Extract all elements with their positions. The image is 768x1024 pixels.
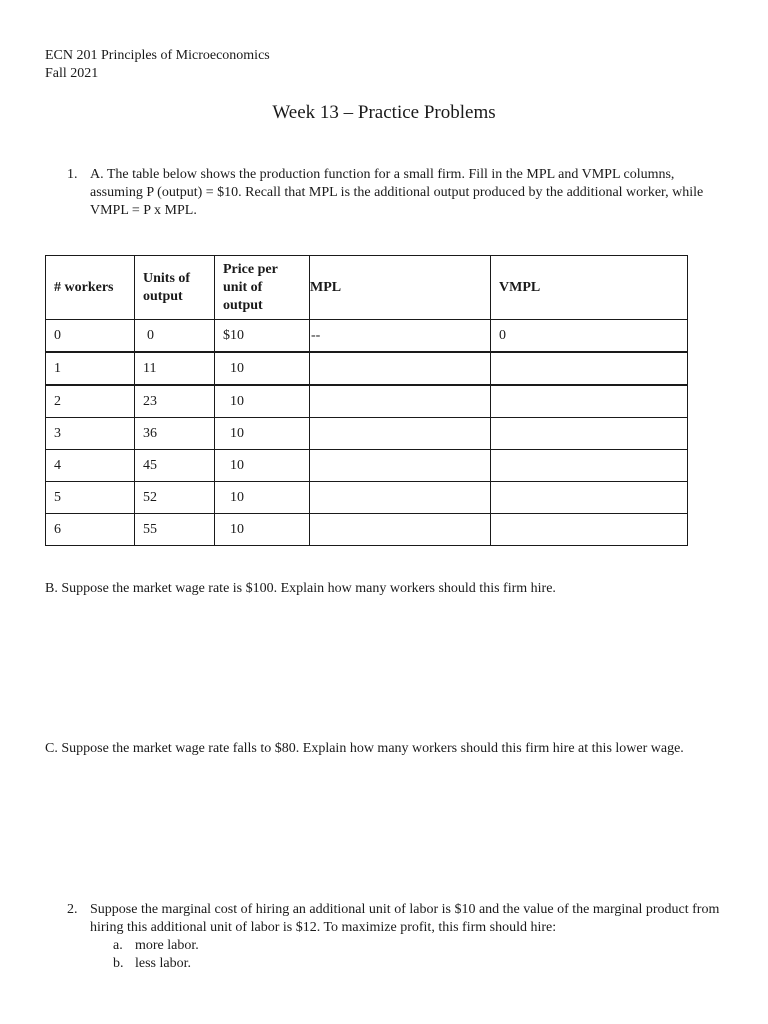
cell-mpl bbox=[310, 385, 491, 418]
question-1-number: 1. bbox=[67, 167, 78, 182]
cell-mpl bbox=[310, 482, 491, 514]
cell-workers: 3 bbox=[46, 418, 135, 450]
cell-workers: 1 bbox=[46, 352, 135, 385]
header-workers: # workers bbox=[46, 256, 135, 320]
cell-workers: 4 bbox=[46, 450, 135, 482]
course-name: ECN 201 Principles of Microeconomics bbox=[45, 48, 270, 63]
header-units-of-output: Units of output bbox=[135, 256, 215, 320]
cell-units: 0 bbox=[135, 320, 215, 353]
cell-mpl bbox=[310, 418, 491, 450]
cell-vmpl bbox=[491, 482, 688, 514]
table-row bbox=[46, 418, 688, 450]
table-row bbox=[46, 450, 688, 482]
question-2-number: 2. bbox=[67, 902, 78, 917]
cell-mpl bbox=[310, 450, 491, 482]
question-1-text: A. The table below shows the production function for a small firm. Fill in the MPL and VMPL columns, assuming P (output) = $10. Recall that MPL is the additional output produced by the additional worker, while VMPL = P x MPL. bbox=[90, 167, 704, 218]
table-row bbox=[46, 482, 688, 514]
question-1-part-c: C. Suppose the market wage rate falls to $80. Explain how many workers should this firm hire at this lower wage. bbox=[45, 741, 684, 756]
cell-vmpl bbox=[491, 385, 688, 418]
cell-price: 10 bbox=[215, 418, 310, 450]
document-header bbox=[45, 47, 270, 83]
cell-workers: 6 bbox=[46, 514, 135, 546]
table-row bbox=[46, 514, 688, 546]
header-price-per-unit: Price per unit of output bbox=[215, 256, 310, 320]
cell-price: 10 bbox=[215, 352, 310, 385]
cell-mpl bbox=[310, 352, 491, 385]
cell-workers: 0 bbox=[46, 320, 135, 353]
cell-units: 55 bbox=[135, 514, 215, 546]
answer-options bbox=[113, 937, 727, 973]
question-1 bbox=[67, 166, 727, 220]
cell-price: 10 bbox=[215, 514, 310, 546]
cell-price: 10 bbox=[215, 482, 310, 514]
cell-units: 52 bbox=[135, 482, 215, 514]
term: Fall 2021 bbox=[45, 66, 99, 81]
option-a bbox=[113, 937, 727, 955]
header-mpl: MPL bbox=[310, 256, 491, 320]
question-2-text: Suppose the marginal cost of hiring an additional unit of labor is $10 and the value of the marginal product from hiring this additional unit of labor is $12. To maximize profit, this firm should hire: bbox=[90, 902, 720, 935]
cell-mpl bbox=[310, 514, 491, 546]
cell-units: 45 bbox=[135, 450, 215, 482]
question-2 bbox=[67, 901, 727, 973]
cell-vmpl bbox=[491, 352, 688, 385]
cell-vmpl bbox=[491, 418, 688, 450]
cell-price: 10 bbox=[215, 385, 310, 418]
cell-mpl: -- bbox=[310, 320, 491, 353]
cell-units: 11 bbox=[135, 352, 215, 385]
cell-price: $10 bbox=[215, 320, 310, 353]
table-row bbox=[46, 352, 688, 385]
cell-workers: 5 bbox=[46, 482, 135, 514]
cell-vmpl bbox=[491, 450, 688, 482]
cell-price: 10 bbox=[215, 450, 310, 482]
question-1-part-b: B. Suppose the market wage rate is $100. Explain how many workers should this firm hire. bbox=[45, 581, 556, 596]
cell-vmpl bbox=[491, 514, 688, 546]
cell-units: 23 bbox=[135, 385, 215, 418]
table-header-row bbox=[46, 256, 688, 320]
option-b-text: less labor. bbox=[135, 956, 191, 971]
option-a-text: more labor. bbox=[135, 938, 199, 953]
cell-vmpl: 0 bbox=[491, 320, 688, 353]
header-vmpl: VMPL bbox=[491, 256, 688, 320]
cell-workers: 2 bbox=[46, 385, 135, 418]
production-table bbox=[45, 255, 688, 546]
table-row bbox=[46, 320, 688, 353]
cell-units: 36 bbox=[135, 418, 215, 450]
option-b bbox=[113, 955, 727, 973]
option-b-letter: b. bbox=[113, 956, 124, 971]
page-title: Week 13 – Practice Problems bbox=[272, 102, 496, 123]
table-row bbox=[46, 385, 688, 418]
option-a-letter: a. bbox=[113, 938, 123, 953]
